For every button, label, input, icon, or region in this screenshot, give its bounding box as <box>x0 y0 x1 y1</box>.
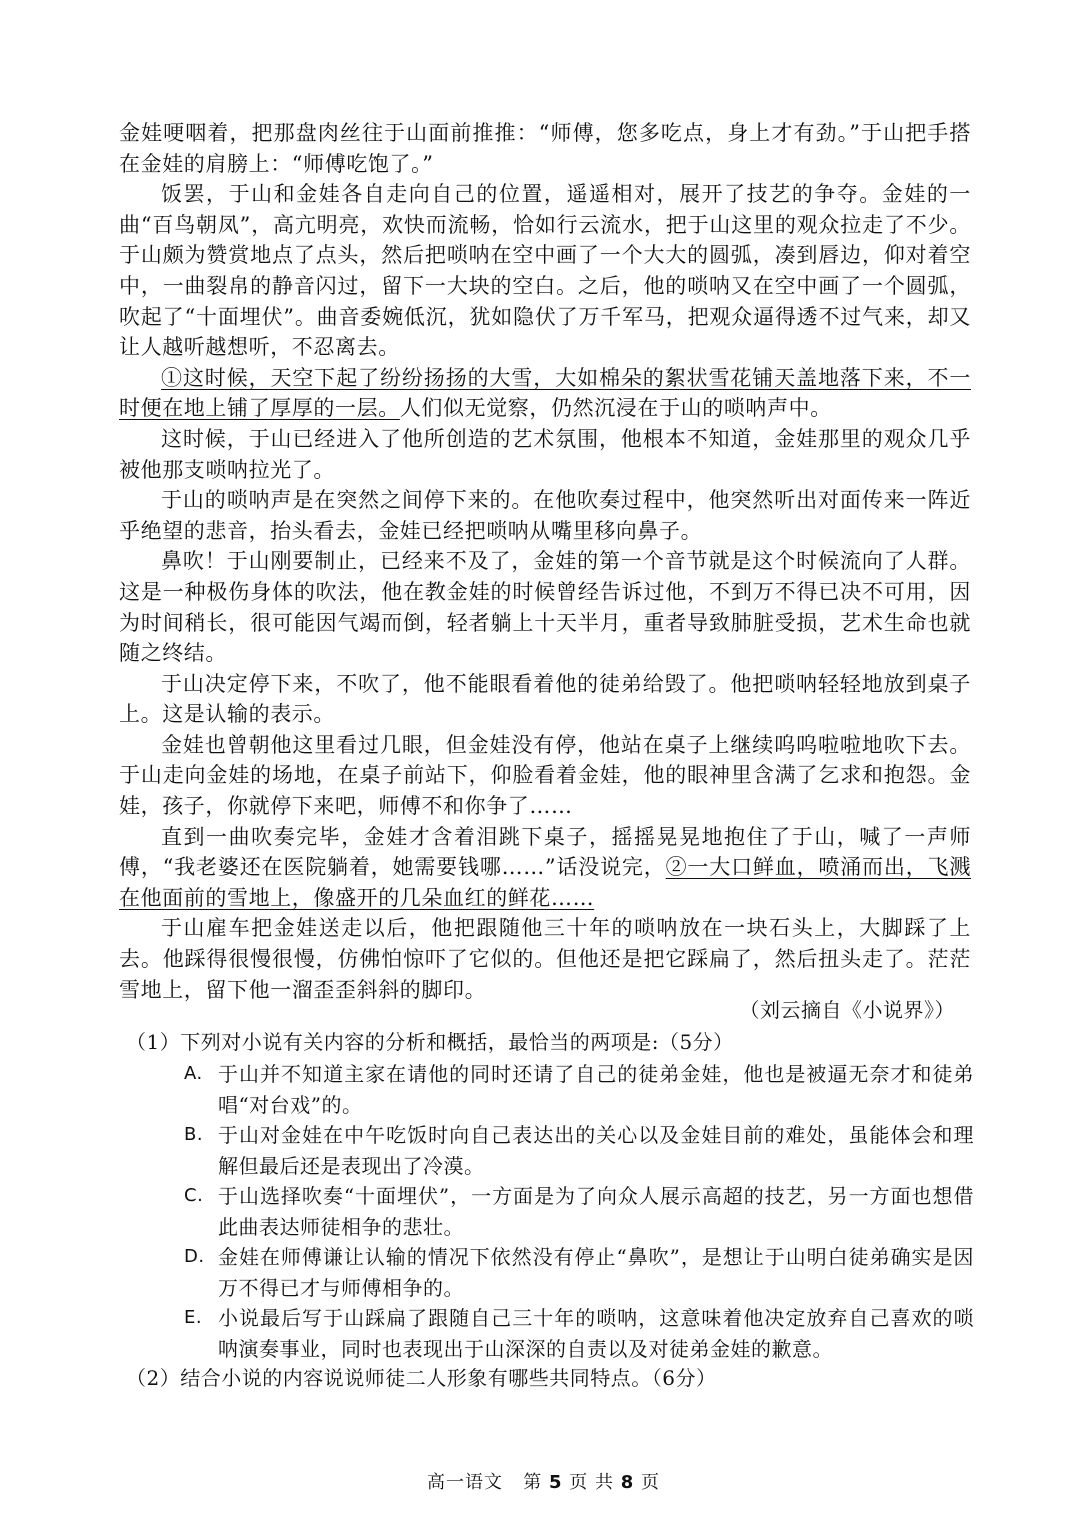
paragraph-3-rest: 人们似无觉察，仍然沉浸在于山的唢呐声中。 <box>399 396 832 421</box>
footer-ye-2: 页 <box>640 1472 660 1493</box>
option-d <box>184 1242 974 1303</box>
underlined-sentence-2: ②一大口鲜血，喷涌而出，飞溅在他面前的雪地上，像盛开的几朵血红的鲜花…… <box>119 855 971 910</box>
option-key: C. <box>184 1185 204 1206</box>
source-citation: （刘云摘自《小说界》） <box>739 998 955 1022</box>
option-text: 于山选择吹奏“十面埋伏”，一方面是为了向众人展示高超的技艺，另一方面也想借此曲表达师徒相争的悲壮。 <box>218 1184 974 1239</box>
story-passage <box>119 118 971 1005</box>
option-c <box>184 1181 974 1242</box>
paragraph-10: 于山雇车把金娃送走以后，他把跟随他三十年的唢呐放在一块石头上，大脚踩了上去。他踩得很慢很慢，仿佛怕惊吓了它似的。但他还是把它踩扁了，然后扭头走了。茫茫雪地上，留下他一溜歪歪斜斜的脚印。 <box>119 916 971 1002</box>
question-1-stem: （1）下列对小说有关内容的分析和概括，最恰当的两项是:（5分） <box>126 1030 734 1054</box>
question-2-stem: （2）结合小说的内容说说师徒二人形象有哪些共同特点。（6分） <box>126 1366 717 1390</box>
option-e <box>184 1303 974 1364</box>
paragraph-7: 于山决定停下来，不吹了，他不能眼看着他的徒弟给毁了。他把唢呐轻轻地放到桌子上。这是认输的表示。 <box>119 671 971 727</box>
option-text: 于山并不知道主家在请他的同时还请了自己的徒弟金娃，他也是被逼无奈才和徒弟唱“对台戏”的。 <box>218 1062 974 1117</box>
option-text: 金娃在师傅谦让认输的情况下依然没有停止“鼻吹”，是想让于山明白徒弟确实是因万不得已才与师傅相争的。 <box>218 1245 974 1300</box>
paragraph-1: 金娃哽咽着，把那盘肉丝往于山面前推推：“师傅，您多吃点，身上才有劲。”于山把手搭在金娃的肩膀上：“师傅吃饱了。” <box>119 121 971 176</box>
paragraph-4: 这时候，于山已经进入了他所创造的艺术氛围，他根本不知道，金娃那里的观众几乎被他那支唢呐拉光了。 <box>119 426 971 482</box>
page-footer <box>0 1468 1087 1494</box>
option-key: B. <box>184 1124 204 1145</box>
option-text: 于山对金娃在中午吃饭时向自己表达出的关心以及金娃目前的难处，虽能体会和理解但最后还是表现出了冷漠。 <box>218 1123 974 1178</box>
underlined-sentence-1: ①这时候，天空下起了纷纷扬扬的大雪，大如棉朵的絮状雪花铺天盖地落下来，不一时便在地上铺了厚厚的一层。 <box>119 365 971 421</box>
paragraph-8: 金娃也曾朝他这里看过几眼，但金娃没有停，他站在桌子上继续呜呜啦啦地吹下去。于山走向金娃的场地，在桌子前站下，仰脸看着金娃，他的眼神里含满了乞求和抱怨。金娃，孩子，你就停下来吧，师傅不和你争了…… <box>119 732 971 819</box>
paragraph-9-start: 直到一曲吹奏完毕，金娃才含着泪跳下桌子，摇摇晃晃地抱住了于山，喊了一声师傅，“我老婆还在医院躺着，她需要钱哪……”话没说完， <box>119 824 971 880</box>
paragraph-2: 饭罢，于山和金娃各自走向自己的位置，遥遥相对，展开了技艺的争夺。金娃的一曲“百鸟朝凤”，高亢明亮，欢快而流畅，恰如行云流水，把于山这里的观众拉走了不少。于山颇为赞赏地点了点头，然后把唢呐在空中画了一个大大的圆弧，凑到唇边，仰对着空中，一曲裂帛的静音闪过，留下一大块的空白。之后，他的唢呐又在空中画了一个圆弧，吹起了“十面埋伏”。曲音委婉低沉，犹如隐伏了万千军马，把观众逼得透不过气来，却又让人越听越想听，不忍离去。 <box>119 182 971 360</box>
paragraph-3 <box>119 363 971 424</box>
option-key: E. <box>184 1307 203 1328</box>
option-key: D. <box>184 1246 205 1267</box>
paragraph-9 <box>119 822 971 914</box>
paragraph-5: 于山的唢呐声是在突然之间停下来的。在他吹奏过程中，他突然听出对面传来一阵近乎绝望的悲音，抬头看去，金娃已经把唢呐从嘴里移向鼻子。 <box>119 488 971 543</box>
footer-di: 第 <box>523 1472 543 1493</box>
footer-gong: 共 <box>594 1472 614 1493</box>
option-text: 小说最后写于山踩扁了跟随自己三十年的唢呐，这意味着他决定放弃自己喜欢的唢呐演奏事业，同时也表现出于山深深的自责以及对徒弟金娃的歉意。 <box>218 1306 974 1361</box>
paragraph-6: 鼻吹！于山刚要制止，已经来不及了，金娃的第一个音节就是这个时候流向了人群。这是一种极伤身体的吹法，他在教金娃的时候曾经告诉过他，不到万不得已决不可用，因为时间稍长，很可能因气竭而倒，轻者躺上十天半月，重者导致肺脏受损，艺术生命也就随之终结。 <box>119 549 971 666</box>
option-b <box>184 1120 974 1181</box>
question-1-options <box>184 1059 974 1364</box>
footer-ye: 页 <box>569 1472 589 1493</box>
footer-page-number: 5 <box>548 1472 563 1493</box>
option-key: A. <box>184 1063 203 1084</box>
footer-total-pages: 8 <box>620 1472 635 1493</box>
option-a <box>184 1059 974 1120</box>
footer-subject: 高一语文 <box>427 1472 504 1493</box>
